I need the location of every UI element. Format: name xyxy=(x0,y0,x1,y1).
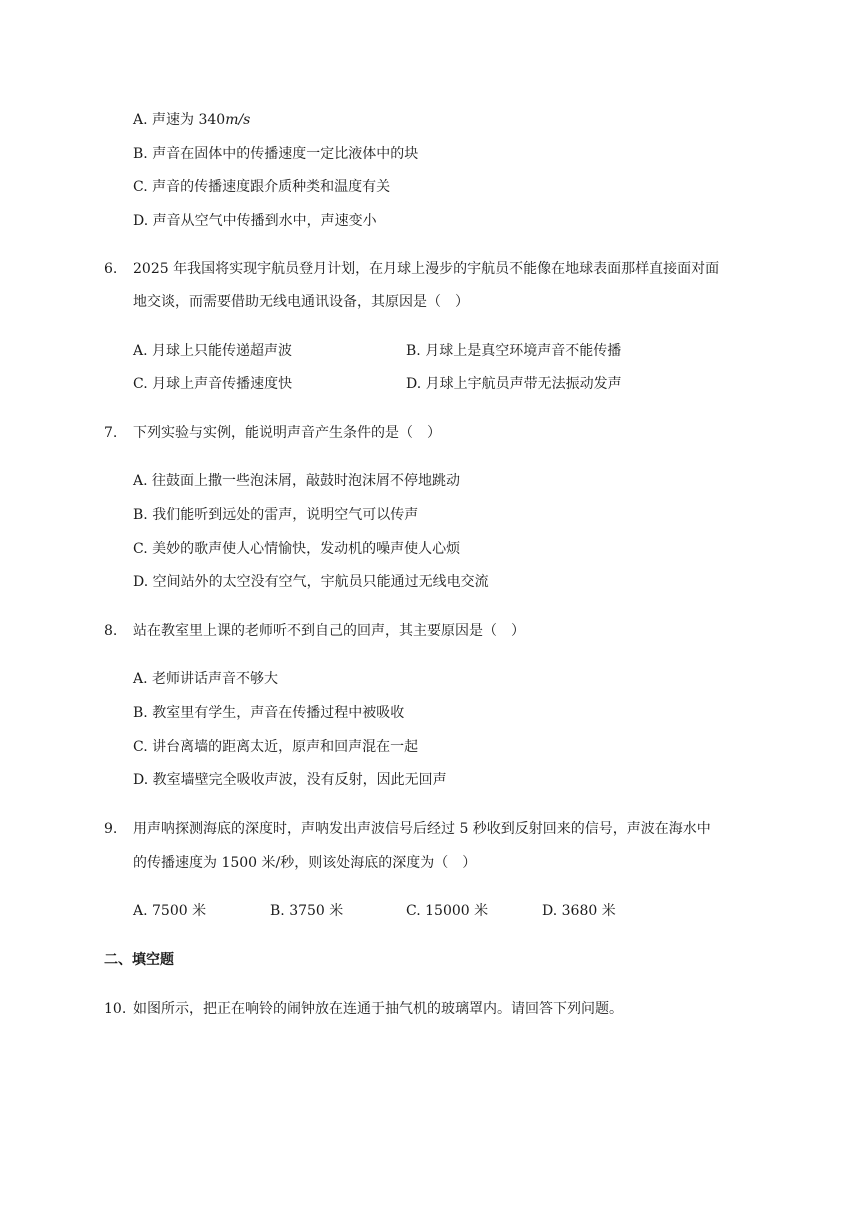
option-text: 美妙的歌声使人心情愉快，发动机的噪声使人心烦 xyxy=(152,541,461,557)
option-text: 15000 米 xyxy=(425,903,489,919)
q9-stem-line2: 的传播速度为 1500 米/秒，则该处海底的深度为（ ） xyxy=(133,855,477,871)
option-letter: C. xyxy=(133,179,148,195)
q5-option-b xyxy=(133,144,418,164)
option-letter: A. xyxy=(133,671,148,687)
q8-stem: 站在教室里上课的老师听不到自己的回声，其主要原因是（ ） xyxy=(133,623,525,639)
q9-option-b xyxy=(270,901,343,921)
option-text: 月球上宇航员声带无法振动发声 xyxy=(425,376,622,392)
option-text: 讲台离墙的距离太近，原声和回声混在一起 xyxy=(152,739,419,755)
option-text: 月球上是真空环境声音不能传播 xyxy=(425,343,622,359)
option-text: 教室里有学生，声音在传播过程中被吸收 xyxy=(152,705,405,721)
option-letter: D. xyxy=(542,903,558,919)
q8-option-a xyxy=(133,669,278,689)
option-letter: A. xyxy=(133,112,148,128)
q7-option-a xyxy=(133,471,460,491)
q9-option-d xyxy=(542,901,616,921)
q7-option-c xyxy=(133,539,460,559)
q5-option-d xyxy=(133,211,377,231)
q8-option-d xyxy=(133,770,447,790)
option-text: 3680 米 xyxy=(561,903,616,919)
option-letter: C. xyxy=(133,541,148,557)
option-text: 老师讲话声音不够大 xyxy=(152,671,279,687)
q8-option-c xyxy=(133,737,418,757)
option-letter: B. xyxy=(406,343,421,359)
option-letter: B. xyxy=(133,705,148,721)
q6-stem-line1: 2025 年我国将实现宇航员登月计划，在月球上漫步的宇航员不能像在地球表面那样直接面对面 xyxy=(133,261,720,277)
option-letter: D. xyxy=(133,772,149,788)
q7-option-d xyxy=(133,572,489,592)
q6-stem-line2: 地交谈，而需要借助无线电通讯设备，其原因是（ ） xyxy=(133,294,469,310)
q5-option-a xyxy=(133,110,250,130)
q9-stem-line1: 用声呐探测海底的深度时，声呐发出声波信号后经过 5 秒收到反射回来的信号，声波在海水中 xyxy=(133,821,711,837)
section-title: 二、填空题 xyxy=(104,952,174,968)
q9-option-c xyxy=(406,901,488,921)
q6-number: 6. xyxy=(104,261,118,277)
option-text: 我们能听到远处的雷声，说明空气可以传声 xyxy=(152,507,419,523)
option-text: 声速为 340 xyxy=(152,112,226,128)
q9-option-a xyxy=(133,901,206,921)
q10-stem: 如图所示，把正在响铃的闹钟放在连通于抽气机的玻璃罩内。请回答下列问题。 xyxy=(133,1001,623,1017)
q5-option-c xyxy=(133,177,390,197)
option-math: m/s xyxy=(225,112,251,128)
option-text: 月球上只能传递超声波 xyxy=(152,343,293,359)
option-text: 月球上声音传播速度快 xyxy=(152,376,293,392)
q10-number: 10. xyxy=(104,1001,127,1017)
option-letter: A. xyxy=(133,903,148,919)
q7-stem: 下列实验与实例，能说明声音产生条件的是（ ） xyxy=(133,425,441,441)
option-text: 3750 米 xyxy=(289,903,344,919)
q6-option-b xyxy=(406,341,621,361)
option-letter: C. xyxy=(133,739,148,755)
q7-number: 7. xyxy=(104,425,118,441)
q6-option-a xyxy=(133,341,292,361)
option-letter: A. xyxy=(133,343,148,359)
q7-option-b xyxy=(133,505,418,525)
q8-option-b xyxy=(133,703,404,723)
q6-option-d xyxy=(406,374,622,394)
option-text: 声音从空气中传播到水中，声速变小 xyxy=(152,213,377,229)
option-letter: B. xyxy=(133,146,148,162)
option-letter: D. xyxy=(133,213,149,229)
option-text: 往鼓面上撒一些泡沫屑，敲鼓时泡沫屑不停地跳动 xyxy=(152,473,461,489)
option-letter: C. xyxy=(133,376,148,392)
option-text: 声音的传播速度跟介质种类和温度有关 xyxy=(152,179,391,195)
option-letter: D. xyxy=(133,574,149,590)
option-letter: C. xyxy=(406,903,421,919)
option-letter: A. xyxy=(133,473,148,489)
q6-option-c xyxy=(133,374,292,394)
option-letter: B. xyxy=(133,507,148,523)
q9-number: 9. xyxy=(104,821,118,837)
option-text: 教室墙壁完全吸收声波，没有反射，因此无回声 xyxy=(152,772,447,788)
option-letter: B. xyxy=(270,903,285,919)
option-text: 7500 米 xyxy=(152,903,207,919)
option-letter: D. xyxy=(406,376,422,392)
q8-number: 8. xyxy=(104,623,118,639)
option-text: 声音在固体中的传播速度一定比液体中的块 xyxy=(152,146,419,162)
option-text: 空间站外的太空没有空气，宇航员只能通过无线电交流 xyxy=(152,574,489,590)
